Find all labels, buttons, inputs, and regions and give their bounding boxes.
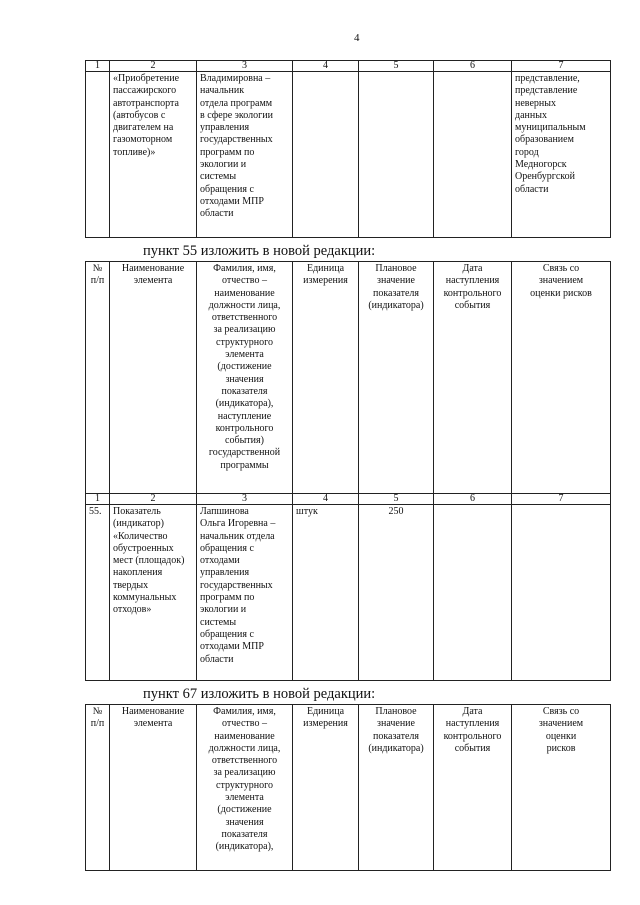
cell-number [86,72,110,238]
cell-risk-link: представление, представление неверных данных муниципальным образованием город Медногорск Оренбургской области [512,72,611,238]
col-number: 3 [197,494,293,505]
col-number: 7 [512,61,611,72]
col-number: 7 [512,494,611,505]
col-number: 6 [434,61,512,72]
col-number: 5 [359,494,434,505]
cell-element-name: Показатель (индикатор) «Количество обустроенных мест (площадок) накопления твердых коммунальных отходов» [110,505,197,681]
cell-event-date [434,505,512,681]
col-number: 6 [434,494,512,505]
header-event-date: Дата наступления контрольного события [434,262,512,494]
header-element-name: Наименование элемента [110,262,197,494]
header-responsible: Фамилия, имя, отчество – наименование должности лица, ответственного за реализацию структурного элемента (достижение значения показателя (индикатора), наступление контрольного события) государственной программы [197,262,293,494]
header-planned-value: Плановое значение показателя (индикатора) [359,705,434,871]
col-number: 1 [86,494,110,505]
col-number: 1 [86,61,110,72]
header-unit: Единица измерения [293,705,359,871]
cell-responsible: Лапшинова Ольга Игоревна – начальник отдела обращения с отходами управления государственных программ по экологии и системы обращения с отходами МПР области [197,505,293,681]
table-header-row [86,705,611,871]
table-row [86,72,611,238]
table-row [86,505,611,681]
col-number: 4 [293,61,359,72]
instruction-point-67: пункт 67 изложить в новой редакции: [143,686,376,702]
col-number: 2 [110,494,197,505]
table-continuation [85,60,611,238]
col-number: 2 [110,61,197,72]
cell-planned-value: 250 [359,505,434,681]
cell-responsible: Владимировна – начальник отдела программ в сфере экологии управления государственных программ по экологии и системы обращения с отходами МПР области [197,72,293,238]
header-unit: Единица измерения [293,262,359,494]
col-number: 4 [293,494,359,505]
header-risk-link: Связь со значением оценки рисков [512,705,611,871]
cell-number: 55. [86,505,110,681]
table-header-row [86,262,611,494]
cell-unit: штук [293,505,359,681]
table-column-numbers [86,494,611,505]
col-number: 5 [359,61,434,72]
cell-unit [293,72,359,238]
header-number: № п/п [86,705,110,871]
header-risk-link: Связь со значением оценки рисков [512,262,611,494]
table-point-55 [85,261,611,681]
header-number: № п/п [86,262,110,494]
table-point-67 [85,704,611,871]
cell-planned-value [359,72,434,238]
header-planned-value: Плановое значение показателя (индикатора) [359,262,434,494]
cell-risk-link [512,505,611,681]
table-column-numbers [86,61,611,72]
cell-element-name: «Приобретение пассажирского автотранспорта (автобусов с двигателем на газомоторном топливе)» [110,72,197,238]
page-number: 4 [354,32,360,44]
header-element-name: Наименование элемента [110,705,197,871]
cell-event-date [434,72,512,238]
instruction-point-55: пункт 55 изложить в новой редакции: [143,243,376,259]
header-responsible: Фамилия, имя, отчество – наименование должности лица, ответственного за реализацию структурного элемента (достижение значения показателя (индикатора), [197,705,293,871]
col-number: 3 [197,61,293,72]
header-event-date: Дата наступления контрольного события [434,705,512,871]
